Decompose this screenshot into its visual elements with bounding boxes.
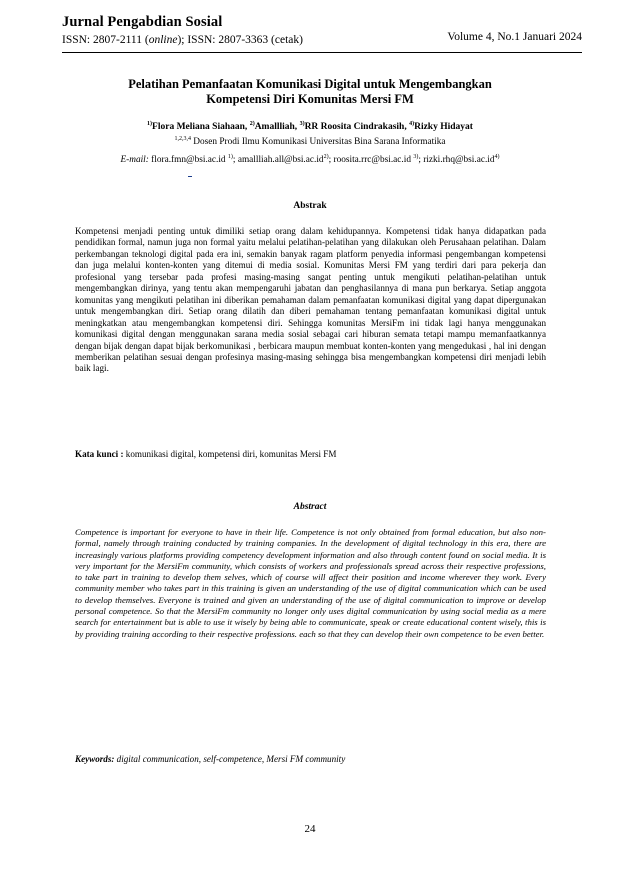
kata-kunci <box>75 449 546 459</box>
keywords-text: digital communication, self-competence, Mersi FM community <box>114 754 346 764</box>
abstrak-body: Kompetensi menjadi penting untuk dimiliki setiap orang dalam kehidupannya. Kompetensi tidak hanya didapatkan pada pendidikan formal, namun juga non formal yaitu melalui pelatihan-pelatihan yang dilakukan oleh Perusahaan pelatihan. Dalam perkembangan teknologi digital pada era ini, semakin banyak ragam platform penyedia informasi pengembangan kompetensi dan juga melalui konten-konten yang ditemui di media sosial. Komunitas Mersi FM yang terdiri dari para pekerja dan profesional yang tersebar pada profesi masing-masing sangat penting untuk mengikuti pelatihan-pelatihan untuk mengembangkan dirinya, yang tentu akan mempengaruhi jabatan dan penghasilannya di mana pun berkarya. Setiap anggota komunitas yang mengikuti pelatihan ini diberikan pemahaman dalam pemanfaatan komunikasi digital yang dapat dipergunakan untuk mengembangkan diri. Setiap orang dilatih dan diberi pemahaman tentang pemanfaatan komunikasi digital untuk meningkatkan atau mengembangkan kompetensi diri. Sehingga komunitas MersiFm ini tidak lagi hanya menggunakan komunikasi digital dengan menggunakan sarana media sosial sebagai cari hiburan semata tetapi mampu memanfaatkannya dengan bijak dengan dapat bijak berkomunikasi , berbicara maupun membuat konten-konten yang mengedukasi , hal ini dengan memberikan pelatihan sesuai dengan profesinya masing-masing sehingga bisa mengembangkan kompetensi diri menjadi lebih baik lagi. <box>75 226 546 374</box>
issn-online: online <box>148 34 178 46</box>
issn-suffix: ); ISSN: 2807-3363 (cetak) <box>177 34 303 46</box>
keywords-label: Keywords: <box>75 754 115 764</box>
link-underline-mark <box>188 176 192 177</box>
email-4-marker: 4) <box>494 153 500 160</box>
author-3-marker: 3) <box>299 120 305 127</box>
author-2-name: Amallliah, <box>254 122 300 132</box>
author-4-name: Rizky Hidayat <box>414 122 473 132</box>
abstract-heading: Abstract <box>293 502 327 512</box>
page-number: 24 <box>304 823 316 835</box>
email-3-marker: 3) <box>413 153 419 160</box>
issn-prefix: ISSN: 2807-2111 ( <box>62 34 149 46</box>
author-2-marker: 2) <box>249 120 255 127</box>
author-3-name: RR Roosita Cindrakasih, <box>304 122 410 132</box>
article-title-line-2: Kompetensi Diri Komunitas Mersi FM <box>206 92 414 106</box>
abstrak-heading: Abstrak <box>293 201 327 211</box>
email-1[interactable]: flora.fmn@bsi.ac.id <box>148 155 228 165</box>
email-2-marker: 2) <box>323 153 329 160</box>
article-title-line-1: Pelatihan Pemanfaatan Komunikasi Digital untuk Mengembangkan <box>128 77 492 91</box>
issn-line <box>62 34 303 46</box>
email-1-marker: 1) <box>227 153 233 160</box>
affiliation <box>62 137 558 147</box>
abstract-body: Competence is important for everyone to have in their life. Competence is not only obtained from formal education, but also non-formal, namely through training conducted by training companies. In the development of digital technology in this era, there are increasingly various platforms providing competency development information and also through content found on social media. It is very important for the MersiFm community, which consists of workers and professionals spread across their respective professions, to take part in training to develop them selves, which of course will affect their position and income wherever they work. Every community member who takes part in this training is given an understanding of the use of digital communication which can be used to develop themselves. Everyone is trained and given an understanding of the use of digital communication to improve or develop personal competence. So that the MersiFm community no longer only uses digital communication by using social media as a mere search for entertainment but is able to use it wisely by being able to communicate, speak or create educational content wisely, this is by providing training according to their respective professions. each so that they can develop their own competence to be even better. <box>75 527 546 639</box>
email-4[interactable]: ; rizki.rhq@bsi.ac.id <box>418 155 495 165</box>
volume-info: Volume 4, No.1 Januari 2024 <box>447 31 582 43</box>
kata-kunci-text: komunikasi digital, kompetensi diri, komunitas Mersi FM <box>123 449 337 459</box>
keywords <box>75 754 546 764</box>
author-list <box>62 122 558 132</box>
email-label: E-mail: <box>120 155 149 165</box>
article-title <box>62 77 558 107</box>
header-divider <box>62 52 582 53</box>
author-1-marker: 1) <box>147 120 153 127</box>
affiliation-marker: 1,2,3,4 <box>174 135 191 142</box>
journal-title: Jurnal Pengabdian Sosial <box>62 14 223 30</box>
journal-header <box>62 14 582 54</box>
email-2[interactable]: ; amallliah.all@bsi.ac.id <box>232 155 324 165</box>
author-4-marker: 4) <box>409 120 415 127</box>
email-line <box>62 155 558 165</box>
author-1-name: Flora Meliana Siahaan, <box>152 122 250 132</box>
email-3[interactable]: ; roosita.rrc@bsi.ac.id <box>328 155 414 165</box>
kata-kunci-label: Kata kunci : <box>75 449 124 459</box>
affiliation-text: Dosen Prodi Ilmu Komunikasi Universitas Bina Sarana Informatika <box>190 137 446 147</box>
